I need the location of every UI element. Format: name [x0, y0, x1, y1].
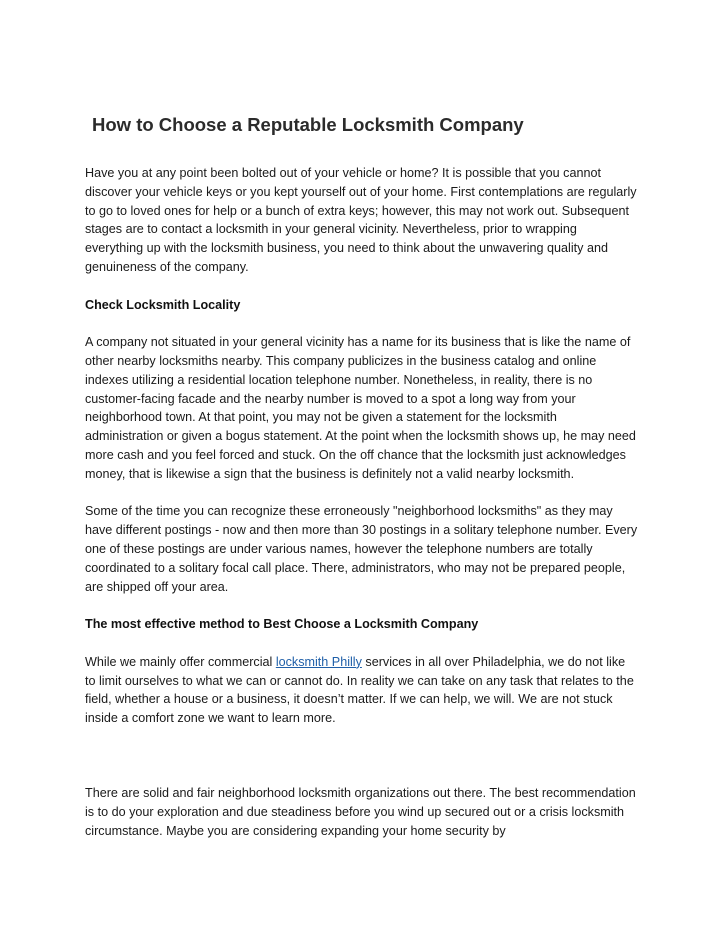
choose-paragraph-2: There are solid and fair neighborhood locksmith organizations out there. The best recommendation is to do your exploration and due steadiness before you wind up secured out or a crisis locksmith circumstance. Maybe you are considering expanding your home security by — [85, 786, 636, 838]
section-heading-choose: The most effective method to Best Choose a Locksmith Company — [85, 617, 479, 632]
choose-paragraph-1-end: services in all over Philadelphia, we do not like to limit ourselves to what we can or cannot do. In reality we can take on any task that relates to the field, whether a house or a business, it doesn’t matter. If we can help, we will. We are not stuck inside a comfort zone we want to learn more. — [85, 654, 634, 726]
page-title: How to Choose a Reputable Locksmith Company — [92, 114, 524, 135]
document-body — [85, 164, 638, 859]
paragraph-spacer — [85, 747, 638, 785]
locality-paragraph-1: A company not situated in your general vicinity has a name for its business that is like the name of other nearby locksmiths nearby. This company publicizes in the business catalog and online indexes utilizing a residential location telephone number. Nonetheless, in reality, there is no customer-facing facade and the nearby number is moved to a spot a long way from your neighborhood town. At that point, you may not be given a statement for the locksmith administration or given a bogus statement. At the point when the locksmith shows up, he may need more cash and you feel forced and stuck. On the off chance that the locksmith just acknowledges money, that is likewise a sign that the business is definitely not a valid nearby locksmith. — [85, 335, 636, 481]
locality-paragraph-2: Some of the time you can recognize these erroneously "neighborhood locksmiths" as they may have different postings - now and then more than 30 postings in a solitary telephone number. Every one of these postings are under various names, however the telephone numbers are totally coordinated to a solitary focal call place. There, administrators, who may not be prepared people, are shipped off your area. — [85, 504, 638, 594]
choose-paragraph-1-start: While we mainly offer commercial — [85, 654, 276, 669]
section-heading-locality: Check Locksmith Locality — [85, 297, 241, 312]
intro-paragraph: Have you at any point been bolted out of your vehicle or home? It is possible that you cannot discover your vehicle keys or you kept yourself out of your home. First contemplations are regularly to go to loved ones for help or a bunch of extra keys; however, this may not work out. Subsequent stages are to contact a locksmith in your general vicinity. Nevertheless, prior to wrapping everything up with the locksmith business, you need to think about the unwavering quality and genuineness of the company. — [85, 166, 637, 274]
choose-paragraph-1 — [85, 653, 638, 728]
locksmith-philly-link[interactable]: locksmith Philly — [275, 654, 362, 669]
